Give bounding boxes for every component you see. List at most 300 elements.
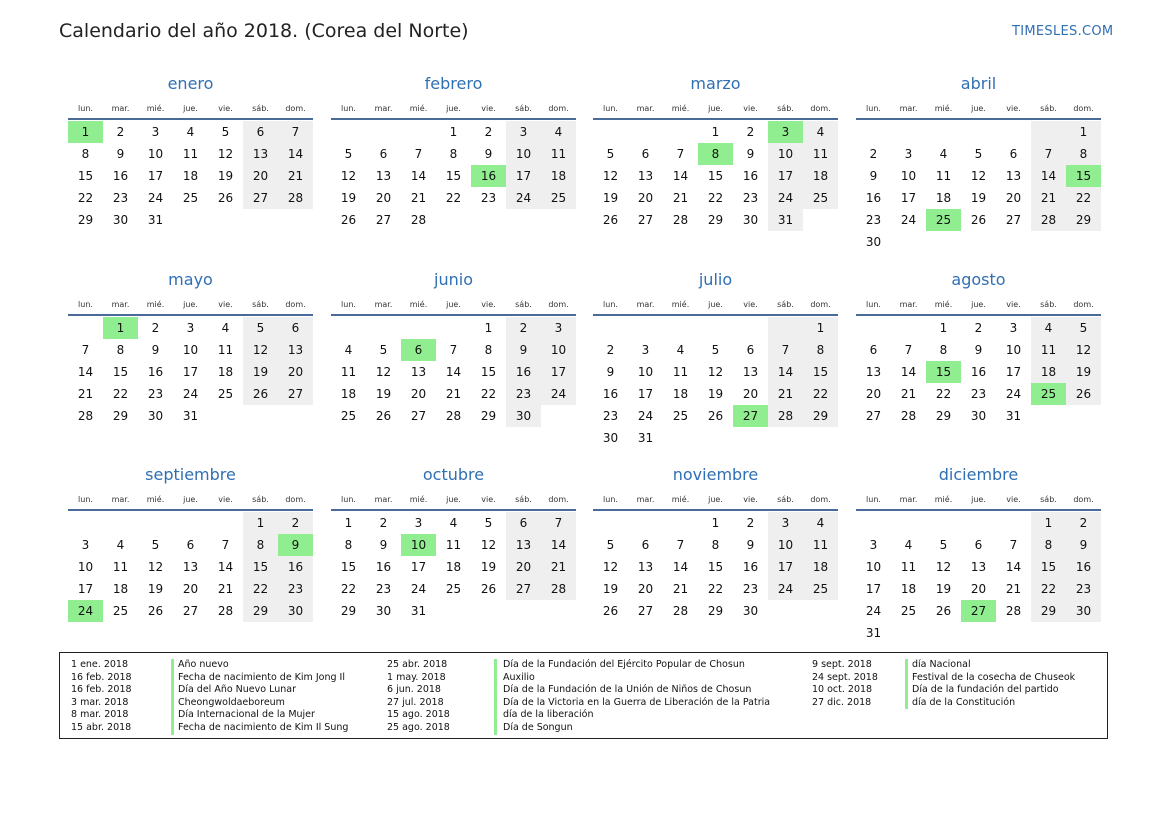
day-cell: 19 bbox=[340, 191, 357, 205]
day-cell: 3 bbox=[869, 538, 878, 552]
day-cell: 15 bbox=[445, 169, 462, 183]
weekday-label: vie. bbox=[743, 495, 758, 504]
holiday-day-cell: 16 bbox=[471, 165, 506, 187]
day-cell: 6 bbox=[379, 147, 388, 161]
day-cell: 8 bbox=[939, 343, 948, 357]
day-cell: 1 bbox=[243, 512, 278, 534]
day-cell: 23 bbox=[506, 383, 541, 405]
day-cell: 25 bbox=[182, 191, 199, 205]
day-cell: 15 bbox=[480, 365, 497, 379]
day-cell: 11 bbox=[803, 143, 838, 165]
weekday-header bbox=[856, 98, 1101, 120]
day-cell: 7 bbox=[278, 121, 313, 143]
day-cell: 27 bbox=[182, 604, 199, 618]
legend-date: 3 mar. 2018 bbox=[71, 696, 129, 708]
weekday-label: sáb. bbox=[515, 300, 532, 309]
day-cell: 22 bbox=[707, 191, 724, 205]
day-cell: 29 bbox=[935, 409, 952, 423]
weekday-label: lun. bbox=[866, 300, 881, 309]
empty-cell bbox=[856, 121, 891, 143]
empty-cell bbox=[628, 317, 663, 339]
day-cell: 2 bbox=[484, 125, 493, 139]
empty-cell bbox=[436, 317, 471, 339]
day-cell: 11 bbox=[1031, 339, 1066, 361]
day-cell: 23 bbox=[742, 582, 759, 596]
weekday-label: mar. bbox=[636, 300, 655, 309]
weekday-label: jue. bbox=[183, 104, 198, 113]
legend-date: 15 ago. 2018 bbox=[387, 709, 450, 721]
day-cell: 27 bbox=[506, 578, 541, 600]
weekday-label: mié. bbox=[146, 104, 165, 113]
empty-cell bbox=[663, 121, 698, 143]
weekday-label: sáb. bbox=[1040, 104, 1057, 113]
day-grid bbox=[856, 121, 1101, 253]
weekday-label: mar. bbox=[374, 495, 393, 504]
day-cell: 13 bbox=[637, 169, 654, 183]
day-cell: 18 bbox=[803, 556, 838, 578]
day-cell: 15 bbox=[1031, 556, 1066, 578]
day-cell: 2 bbox=[1066, 512, 1101, 534]
day-cell: 30 bbox=[970, 409, 987, 423]
day-cell: 14 bbox=[768, 361, 803, 383]
day-cell: 12 bbox=[1066, 339, 1101, 361]
day-cell: 6 bbox=[186, 538, 195, 552]
weekday-label: vie. bbox=[743, 104, 758, 113]
day-cell: 8 bbox=[344, 538, 353, 552]
day-cell: 21 bbox=[672, 582, 689, 596]
legend-bar bbox=[171, 659, 174, 735]
day-cell: 27 bbox=[865, 409, 882, 423]
day-cell: 10 bbox=[768, 143, 803, 165]
day-cell: 7 bbox=[1031, 143, 1066, 165]
weekday-label: sáb. bbox=[252, 300, 269, 309]
day-cell: 23 bbox=[480, 191, 497, 205]
day-cell: 16 bbox=[506, 361, 541, 383]
day-cell: 7 bbox=[904, 343, 913, 357]
day-cell: 25 bbox=[340, 409, 357, 423]
day-cell: 18 bbox=[935, 191, 952, 205]
day-cell: 7 bbox=[676, 147, 685, 161]
legend-holiday-name: día de la liberación bbox=[503, 709, 594, 721]
day-cell: 18 bbox=[672, 387, 689, 401]
day-cell: 23 bbox=[970, 387, 987, 401]
empty-cell bbox=[366, 121, 401, 143]
weekday-label: dom. bbox=[1073, 495, 1094, 504]
day-cell: 3 bbox=[641, 343, 650, 357]
day-cell: 27 bbox=[1005, 213, 1022, 227]
day-cell: 16 bbox=[147, 365, 164, 379]
weekday-label: lun. bbox=[603, 495, 618, 504]
day-cell: 18 bbox=[900, 582, 917, 596]
day-cell: 28 bbox=[672, 604, 689, 618]
month-junio bbox=[331, 266, 576, 427]
day-cell: 18 bbox=[1031, 361, 1066, 383]
weekday-label: jue. bbox=[971, 495, 986, 504]
day-cell: 16 bbox=[602, 387, 619, 401]
legend-date: 27 dic. 2018 bbox=[812, 696, 872, 708]
day-cell: 28 bbox=[217, 604, 234, 618]
day-cell: 10 bbox=[182, 343, 199, 357]
day-cell: 13 bbox=[182, 560, 199, 574]
day-cell: 13 bbox=[410, 365, 427, 379]
day-cell: 29 bbox=[1031, 600, 1066, 622]
day-cell: 16 bbox=[865, 191, 882, 205]
day-cell: 12 bbox=[970, 169, 987, 183]
day-cell: 20 bbox=[865, 387, 882, 401]
day-cell: 30 bbox=[506, 405, 541, 427]
day-cell: 9 bbox=[869, 169, 878, 183]
day-cell: 24 bbox=[410, 582, 427, 596]
month-name: septiembre bbox=[145, 465, 236, 484]
weekday-label: mié. bbox=[409, 300, 428, 309]
legend-dates-col-3 bbox=[812, 659, 878, 709]
weekday-header bbox=[593, 294, 838, 316]
day-cell: 14 bbox=[1005, 560, 1022, 574]
month-name: noviembre bbox=[672, 465, 759, 484]
holiday-day-cell: 1 bbox=[103, 317, 138, 339]
weekday-label: dom. bbox=[548, 495, 569, 504]
legend-date: 16 feb. 2018 bbox=[71, 684, 132, 696]
day-cell: 6 bbox=[746, 343, 755, 357]
weekday-label: mié. bbox=[146, 300, 165, 309]
weekday-label: vie. bbox=[1006, 495, 1021, 504]
day-cell: 5 bbox=[711, 343, 720, 357]
weekday-label: dom. bbox=[548, 104, 569, 113]
day-cell: 21 bbox=[410, 191, 427, 205]
day-cell: 14 bbox=[672, 169, 689, 183]
day-grid bbox=[68, 121, 313, 231]
day-cell: 17 bbox=[506, 165, 541, 187]
day-cell: 30 bbox=[147, 409, 164, 423]
day-cell: 7 bbox=[81, 343, 90, 357]
day-cell: 16 bbox=[742, 560, 759, 574]
weekday-label: vie. bbox=[743, 300, 758, 309]
day-cell: 20 bbox=[970, 582, 987, 596]
day-cell: 6 bbox=[1009, 147, 1018, 161]
legend-dates-col-1 bbox=[71, 659, 132, 735]
day-cell: 21 bbox=[768, 383, 803, 405]
weekday-label: mié. bbox=[409, 495, 428, 504]
weekday-label: jue. bbox=[446, 300, 461, 309]
day-cell: 24 bbox=[637, 409, 654, 423]
weekday-label: mié. bbox=[671, 495, 690, 504]
holiday-day-cell: 3 bbox=[768, 121, 803, 143]
empty-cell bbox=[628, 512, 663, 534]
legend-names-col-2 bbox=[503, 659, 770, 735]
day-cell: 9 bbox=[1066, 534, 1101, 556]
day-cell: 29 bbox=[480, 409, 497, 423]
day-cell: 9 bbox=[151, 343, 160, 357]
day-cell: 29 bbox=[707, 604, 724, 618]
weekday-label: mar. bbox=[899, 495, 918, 504]
day-cell: 18 bbox=[217, 365, 234, 379]
day-cell: 19 bbox=[1066, 361, 1101, 383]
weekday-label: vie. bbox=[218, 104, 233, 113]
day-cell: 27 bbox=[637, 213, 654, 227]
day-cell: 22 bbox=[243, 578, 278, 600]
day-cell: 30 bbox=[742, 213, 759, 227]
holiday-legend bbox=[59, 652, 1108, 739]
day-cell: 21 bbox=[541, 556, 576, 578]
holiday-day-cell: 15 bbox=[926, 361, 961, 383]
weekday-label: dom. bbox=[548, 300, 569, 309]
legend-date: 15 abr. 2018 bbox=[71, 721, 132, 733]
day-cell: 9 bbox=[974, 343, 983, 357]
weekday-label: jue. bbox=[183, 495, 198, 504]
day-cell: 10 bbox=[637, 365, 654, 379]
day-cell: 11 bbox=[112, 560, 129, 574]
day-cell: 15 bbox=[77, 169, 94, 183]
day-cell: 1 bbox=[344, 516, 353, 530]
weekday-label: lun. bbox=[866, 495, 881, 504]
day-cell: 11 bbox=[935, 169, 952, 183]
holiday-day-cell: 10 bbox=[401, 534, 436, 556]
empty-cell bbox=[663, 512, 698, 534]
legend-date: 25 ago. 2018 bbox=[387, 721, 450, 733]
day-cell: 22 bbox=[1031, 578, 1066, 600]
weekday-label: sáb. bbox=[252, 495, 269, 504]
day-cell: 11 bbox=[672, 365, 689, 379]
day-cell: 8 bbox=[449, 147, 458, 161]
day-cell: 6 bbox=[974, 538, 983, 552]
day-cell: 23 bbox=[1066, 578, 1101, 600]
day-cell: 9 bbox=[116, 147, 125, 161]
day-cell: 23 bbox=[375, 582, 392, 596]
day-cell: 23 bbox=[112, 191, 129, 205]
day-cell: 24 bbox=[768, 578, 803, 600]
day-cell: 19 bbox=[602, 191, 619, 205]
legend-holiday-name: día Nacional bbox=[912, 659, 971, 670]
day-cell: 26 bbox=[602, 604, 619, 618]
empty-cell bbox=[331, 121, 366, 143]
day-cell: 16 bbox=[742, 169, 759, 183]
holiday-day-cell: 27 bbox=[961, 600, 996, 622]
weekday-header bbox=[593, 489, 838, 511]
weekday-label: mar. bbox=[636, 104, 655, 113]
day-cell: 12 bbox=[243, 339, 278, 361]
weekday-label: jue. bbox=[183, 300, 198, 309]
weekday-label: lun. bbox=[78, 104, 93, 113]
day-cell: 17 bbox=[768, 165, 803, 187]
day-cell: 26 bbox=[602, 213, 619, 227]
empty-cell bbox=[996, 121, 1031, 143]
day-cell: 31 bbox=[637, 431, 654, 445]
weekday-label: dom. bbox=[1073, 300, 1094, 309]
weekday-label: vie. bbox=[1006, 104, 1021, 113]
day-cell: 12 bbox=[147, 560, 164, 574]
day-cell: 11 bbox=[182, 147, 199, 161]
day-cell: 5 bbox=[243, 317, 278, 339]
day-cell: 14 bbox=[672, 560, 689, 574]
day-cell: 4 bbox=[904, 538, 913, 552]
day-cell: 1 bbox=[711, 516, 720, 530]
day-cell: 17 bbox=[410, 560, 427, 574]
day-cell: 17 bbox=[1005, 365, 1022, 379]
day-cell: 22 bbox=[707, 582, 724, 596]
empty-cell bbox=[733, 317, 768, 339]
day-cell: 20 bbox=[742, 387, 759, 401]
day-cell: 30 bbox=[112, 213, 129, 227]
legend-names-col-3 bbox=[912, 659, 1075, 709]
day-cell: 17 bbox=[900, 191, 917, 205]
day-grid bbox=[856, 512, 1101, 644]
month-julio bbox=[593, 266, 838, 449]
empty-cell bbox=[698, 317, 733, 339]
day-cell: 7 bbox=[768, 339, 803, 361]
month-name: junio bbox=[434, 270, 473, 289]
day-cell: 1 bbox=[803, 317, 838, 339]
day-cell: 15 bbox=[243, 556, 278, 578]
day-cell: 8 bbox=[81, 147, 90, 161]
day-cell: 25 bbox=[672, 409, 689, 423]
day-cell: 7 bbox=[676, 538, 685, 552]
day-cell: 28 bbox=[1031, 209, 1066, 231]
legend-date: 1 may. 2018 bbox=[387, 671, 446, 683]
empty-cell bbox=[628, 121, 663, 143]
day-cell: 28 bbox=[768, 405, 803, 427]
day-cell: 31 bbox=[768, 209, 803, 231]
empty-cell bbox=[891, 121, 926, 143]
empty-cell bbox=[768, 317, 803, 339]
weekday-label: lun. bbox=[866, 104, 881, 113]
day-cell: 17 bbox=[541, 361, 576, 383]
day-cell: 19 bbox=[935, 582, 952, 596]
legend-holiday-name: Auxilio bbox=[503, 671, 535, 683]
empty-cell bbox=[68, 317, 103, 339]
day-cell: 25 bbox=[217, 387, 234, 401]
day-cell: 8 bbox=[1031, 534, 1066, 556]
weekday-label: sáb. bbox=[515, 104, 532, 113]
day-cell: 4 bbox=[344, 343, 353, 357]
day-cell: 2 bbox=[974, 321, 983, 335]
day-cell: 17 bbox=[637, 387, 654, 401]
empty-cell bbox=[926, 512, 961, 534]
weekday-header bbox=[68, 489, 313, 511]
day-cell: 16 bbox=[375, 560, 392, 574]
month-noviembre bbox=[593, 461, 838, 622]
day-cell: 26 bbox=[340, 213, 357, 227]
day-cell: 28 bbox=[410, 213, 427, 227]
day-cell: 4 bbox=[939, 147, 948, 161]
weekday-label: mar. bbox=[111, 300, 130, 309]
day-cell: 9 bbox=[484, 147, 493, 161]
month-diciembre bbox=[856, 461, 1101, 644]
day-cell: 13 bbox=[742, 365, 759, 379]
day-cell: 1 bbox=[484, 321, 493, 335]
day-cell: 24 bbox=[900, 213, 917, 227]
empty-cell bbox=[331, 317, 366, 339]
day-cell: 2 bbox=[606, 343, 615, 357]
weekday-label: lun. bbox=[341, 104, 356, 113]
day-cell: 14 bbox=[410, 169, 427, 183]
weekday-label: lun. bbox=[341, 300, 356, 309]
day-cell: 18 bbox=[803, 165, 838, 187]
day-cell: 7 bbox=[414, 147, 423, 161]
day-cell: 28 bbox=[445, 409, 462, 423]
day-cell: 7 bbox=[1009, 538, 1018, 552]
day-cell: 24 bbox=[506, 187, 541, 209]
legend-dates-col-2 bbox=[387, 659, 450, 735]
weekday-label: jue. bbox=[708, 495, 723, 504]
weekday-header bbox=[68, 294, 313, 316]
day-cell: 28 bbox=[278, 187, 313, 209]
day-cell: 4 bbox=[803, 512, 838, 534]
day-cell: 12 bbox=[602, 169, 619, 183]
legend-date: 16 feb. 2018 bbox=[71, 671, 132, 683]
day-cell: 12 bbox=[375, 365, 392, 379]
day-cell: 29 bbox=[340, 604, 357, 618]
day-cell: 19 bbox=[375, 387, 392, 401]
day-grid bbox=[68, 317, 313, 427]
day-cell: 24 bbox=[541, 383, 576, 405]
day-cell: 8 bbox=[711, 538, 720, 552]
day-cell: 21 bbox=[278, 165, 313, 187]
day-cell: 5 bbox=[151, 538, 160, 552]
month-name: enero bbox=[167, 74, 214, 93]
day-cell: 7 bbox=[221, 538, 230, 552]
day-cell: 2 bbox=[869, 147, 878, 161]
day-cell: 20 bbox=[410, 387, 427, 401]
day-cell: 29 bbox=[77, 213, 94, 227]
day-cell: 30 bbox=[1066, 600, 1101, 622]
day-cell: 24 bbox=[865, 604, 882, 618]
day-cell: 13 bbox=[243, 143, 278, 165]
day-cell: 30 bbox=[865, 235, 882, 249]
day-cell: 12 bbox=[340, 169, 357, 183]
day-cell: 25 bbox=[900, 604, 917, 618]
day-cell: 31 bbox=[865, 626, 882, 640]
legend-bar bbox=[494, 659, 497, 735]
day-cell: 13 bbox=[278, 339, 313, 361]
day-cell: 1 bbox=[711, 125, 720, 139]
day-cell: 10 bbox=[147, 147, 164, 161]
day-cell: 20 bbox=[1005, 191, 1022, 205]
day-cell: 15 bbox=[803, 361, 838, 383]
day-cell: 13 bbox=[506, 534, 541, 556]
day-cell: 4 bbox=[803, 121, 838, 143]
weekday-label: mar. bbox=[111, 495, 130, 504]
site-link[interactable]: TIMESLES.COM bbox=[1012, 24, 1114, 39]
day-cell: 15 bbox=[707, 560, 724, 574]
day-cell: 1 bbox=[449, 125, 458, 139]
weekday-label: dom. bbox=[285, 300, 306, 309]
weekday-label: mar. bbox=[899, 300, 918, 309]
holiday-day-cell: 6 bbox=[401, 339, 436, 361]
day-grid bbox=[593, 512, 838, 622]
day-cell: 8 bbox=[484, 343, 493, 357]
day-cell: 15 bbox=[707, 169, 724, 183]
day-cell: 23 bbox=[147, 387, 164, 401]
day-cell: 7 bbox=[449, 343, 458, 357]
empty-cell bbox=[856, 317, 891, 339]
day-cell: 31 bbox=[410, 604, 427, 618]
day-cell: 5 bbox=[939, 538, 948, 552]
holiday-day-cell: 8 bbox=[698, 143, 733, 165]
holiday-day-cell: 24 bbox=[68, 600, 103, 622]
weekday-label: vie. bbox=[1006, 300, 1021, 309]
day-cell: 9 bbox=[746, 147, 755, 161]
day-cell: 4 bbox=[221, 321, 230, 335]
day-cell: 3 bbox=[151, 125, 160, 139]
day-cell: 16 bbox=[112, 169, 129, 183]
day-cell: 20 bbox=[637, 582, 654, 596]
weekday-label: mar. bbox=[374, 104, 393, 113]
day-cell: 27 bbox=[375, 213, 392, 227]
weekday-label: vie. bbox=[218, 495, 233, 504]
month-name: julio bbox=[698, 270, 733, 289]
weekday-label: sáb. bbox=[1040, 495, 1057, 504]
day-cell: 4 bbox=[186, 125, 195, 139]
